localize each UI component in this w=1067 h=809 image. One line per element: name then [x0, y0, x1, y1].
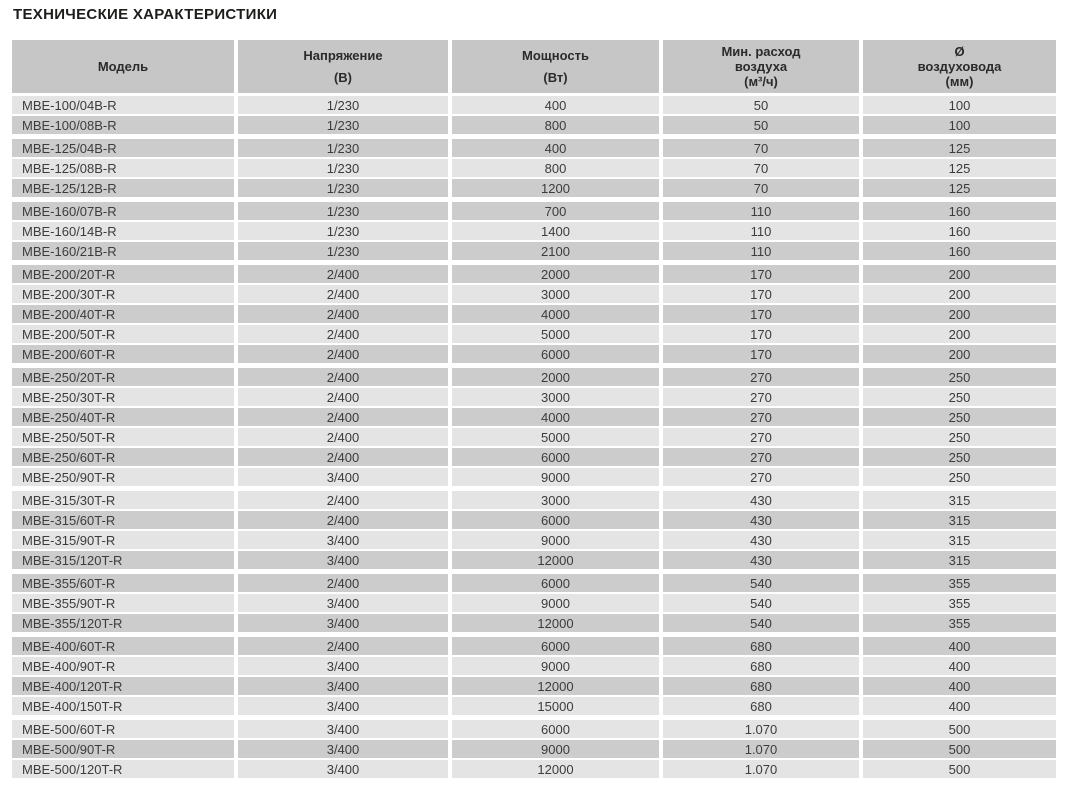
- diameter-cell: 400: [863, 677, 1056, 695]
- power-cell: 12000: [452, 614, 659, 632]
- voltage-cell: 3/400: [238, 740, 448, 758]
- airflow-cell: 680: [663, 697, 859, 715]
- diameter-cell: 355: [863, 574, 1056, 592]
- column-header-label: воздуховода: [917, 59, 1002, 74]
- power-cell: 12000: [452, 677, 659, 695]
- column-header-power: [452, 40, 659, 93]
- power-cell: 400: [452, 96, 659, 114]
- airflow-cell: 1.070: [663, 720, 859, 738]
- airflow-cell: 50: [663, 116, 859, 134]
- model-group: [12, 637, 1056, 715]
- column-header-airflow: [663, 40, 859, 93]
- power-cell: 9000: [452, 531, 659, 549]
- model-cell: MBE-500/120T-R: [12, 760, 234, 778]
- power-cell: 6000: [452, 345, 659, 363]
- table-row: [12, 720, 1056, 738]
- voltage-cell: 3/400: [238, 760, 448, 778]
- diameter-cell: 250: [863, 408, 1056, 426]
- voltage-cell: 2/400: [238, 448, 448, 466]
- diameter-cell: 200: [863, 285, 1056, 303]
- model-cell: MBE-160/07B-R: [12, 202, 234, 220]
- power-cell: 6000: [452, 720, 659, 738]
- model-group: [12, 96, 1056, 134]
- voltage-cell: 2/400: [238, 574, 448, 592]
- table-row: [12, 511, 1056, 529]
- table-row: [12, 428, 1056, 446]
- table-row: [12, 388, 1056, 406]
- power-cell: 2000: [452, 265, 659, 283]
- diameter-cell: 125: [863, 139, 1056, 157]
- diameter-cell: 200: [863, 345, 1056, 363]
- diameter-cell: 200: [863, 265, 1056, 283]
- model-group: [12, 720, 1056, 778]
- airflow-cell: 70: [663, 179, 859, 197]
- table-row: [12, 491, 1056, 509]
- diameter-cell: 125: [863, 179, 1056, 197]
- voltage-cell: 2/400: [238, 388, 448, 406]
- power-cell: 400: [452, 139, 659, 157]
- model-cell: MBE-160/21B-R: [12, 242, 234, 260]
- table-row: [12, 637, 1056, 655]
- column-header-diameter: [863, 40, 1056, 93]
- airflow-cell: 680: [663, 677, 859, 695]
- table-row: [12, 697, 1056, 715]
- column-header-unit: (Вт): [543, 70, 568, 86]
- voltage-cell: 3/400: [238, 720, 448, 738]
- table-row: [12, 657, 1056, 675]
- power-cell: 4000: [452, 408, 659, 426]
- column-header-label: Напряжение: [303, 47, 383, 63]
- power-cell: 9000: [452, 594, 659, 612]
- table-row: [12, 159, 1056, 177]
- model-cell: MBE-315/90T-R: [12, 531, 234, 549]
- voltage-cell: 1/230: [238, 116, 448, 134]
- voltage-cell: 3/400: [238, 551, 448, 569]
- airflow-cell: 680: [663, 637, 859, 655]
- table-row: [12, 139, 1056, 157]
- power-cell: 1200: [452, 179, 659, 197]
- power-cell: 2100: [452, 242, 659, 260]
- table-row: [12, 242, 1056, 260]
- model-group: [12, 574, 1056, 632]
- power-cell: 800: [452, 116, 659, 134]
- voltage-cell: 1/230: [238, 159, 448, 177]
- power-cell: 9000: [452, 468, 659, 486]
- table-row: [12, 574, 1056, 592]
- airflow-cell: 170: [663, 265, 859, 283]
- table-row: [12, 285, 1056, 303]
- column-header-unit: (м³/ч): [744, 74, 778, 89]
- voltage-cell: 1/230: [238, 139, 448, 157]
- power-cell: 6000: [452, 637, 659, 655]
- airflow-cell: 270: [663, 368, 859, 386]
- voltage-cell: 1/230: [238, 242, 448, 260]
- diameter-cell: 315: [863, 491, 1056, 509]
- model-cell: MBE-250/20T-R: [12, 368, 234, 386]
- power-cell: 2000: [452, 368, 659, 386]
- airflow-cell: 270: [663, 428, 859, 446]
- diameter-cell: 355: [863, 594, 1056, 612]
- voltage-cell: 3/400: [238, 531, 448, 549]
- table-row: [12, 760, 1056, 778]
- diameter-cell: 250: [863, 368, 1056, 386]
- diameter-cell: 160: [863, 202, 1056, 220]
- diameter-cell: 250: [863, 388, 1056, 406]
- diameter-cell: 200: [863, 325, 1056, 343]
- airflow-cell: 110: [663, 222, 859, 240]
- model-cell: MBE-200/30T-R: [12, 285, 234, 303]
- airflow-cell: 70: [663, 139, 859, 157]
- voltage-cell: 2/400: [238, 491, 448, 509]
- airflow-cell: 680: [663, 657, 859, 675]
- model-cell: MBE-400/60T-R: [12, 637, 234, 655]
- power-cell: 6000: [452, 574, 659, 592]
- airflow-cell: 270: [663, 468, 859, 486]
- diameter-cell: 355: [863, 614, 1056, 632]
- voltage-cell: 2/400: [238, 408, 448, 426]
- voltage-cell: 2/400: [238, 305, 448, 323]
- voltage-cell: 3/400: [238, 614, 448, 632]
- table-row: [12, 345, 1056, 363]
- model-cell: MBE-125/04B-R: [12, 139, 234, 157]
- voltage-cell: 2/400: [238, 637, 448, 655]
- table-row: [12, 408, 1056, 426]
- table-row: [12, 448, 1056, 466]
- voltage-cell: 3/400: [238, 697, 448, 715]
- table-row: [12, 202, 1056, 220]
- power-cell: 1400: [452, 222, 659, 240]
- diameter-cell: 125: [863, 159, 1056, 177]
- column-header-label: Мин. расход: [721, 44, 801, 59]
- column-header-label: Мощность: [522, 47, 589, 63]
- table-row: [12, 222, 1056, 240]
- column-header-label: Модель: [97, 59, 149, 74]
- power-cell: 5000: [452, 428, 659, 446]
- airflow-cell: 430: [663, 491, 859, 509]
- diameter-cell: 500: [863, 760, 1056, 778]
- voltage-cell: 1/230: [238, 96, 448, 114]
- diameter-cell: 315: [863, 511, 1056, 529]
- column-header-voltage: [238, 40, 448, 93]
- model-cell: MBE-400/150T-R: [12, 697, 234, 715]
- model-cell: MBE-400/120T-R: [12, 677, 234, 695]
- power-cell: 6000: [452, 511, 659, 529]
- diameter-cell: 200: [863, 305, 1056, 323]
- voltage-cell: 2/400: [238, 325, 448, 343]
- airflow-cell: 270: [663, 388, 859, 406]
- airflow-cell: 270: [663, 408, 859, 426]
- column-header-model: [12, 40, 234, 93]
- model-cell: MBE-100/08B-R: [12, 116, 234, 134]
- model-cell: MBE-250/90T-R: [12, 468, 234, 486]
- spec-table-body: [12, 96, 1056, 778]
- voltage-cell: 2/400: [238, 511, 448, 529]
- model-cell: MBE-160/14B-R: [12, 222, 234, 240]
- voltage-cell: 1/230: [238, 202, 448, 220]
- airflow-cell: 540: [663, 594, 859, 612]
- power-cell: 700: [452, 202, 659, 220]
- power-cell: 800: [452, 159, 659, 177]
- table-row: [12, 325, 1056, 343]
- airflow-cell: 170: [663, 325, 859, 343]
- table-row: [12, 468, 1056, 486]
- power-cell: 12000: [452, 760, 659, 778]
- airflow-cell: 430: [663, 531, 859, 549]
- voltage-cell: 2/400: [238, 428, 448, 446]
- voltage-cell: 1/230: [238, 222, 448, 240]
- model-cell: MBE-355/120T-R: [12, 614, 234, 632]
- diameter-cell: 315: [863, 531, 1056, 549]
- airflow-cell: 1.070: [663, 740, 859, 758]
- model-cell: MBE-400/90T-R: [12, 657, 234, 675]
- model-cell: MBE-315/120T-R: [12, 551, 234, 569]
- voltage-cell: 3/400: [238, 657, 448, 675]
- model-cell: MBE-100/04B-R: [12, 96, 234, 114]
- power-cell: 3000: [452, 388, 659, 406]
- model-cell: MBE-250/50T-R: [12, 428, 234, 446]
- table-row: [12, 594, 1056, 612]
- model-group: [12, 202, 1056, 260]
- airflow-cell: 430: [663, 511, 859, 529]
- model-cell: MBE-200/40T-R: [12, 305, 234, 323]
- spec-table-header: [12, 40, 1056, 93]
- table-row: [12, 368, 1056, 386]
- diameter-cell: 100: [863, 96, 1056, 114]
- table-row: [12, 551, 1056, 569]
- diameter-cell: 250: [863, 428, 1056, 446]
- model-cell: MBE-250/30T-R: [12, 388, 234, 406]
- table-row: [12, 116, 1056, 134]
- table-row: [12, 614, 1056, 632]
- airflow-cell: 70: [663, 159, 859, 177]
- airflow-cell: 170: [663, 285, 859, 303]
- spec-table: [12, 40, 1056, 778]
- power-cell: 3000: [452, 491, 659, 509]
- model-group: [12, 265, 1056, 363]
- model-group: [12, 491, 1056, 569]
- model-cell: MBE-200/20T-R: [12, 265, 234, 283]
- model-cell: MBE-200/50T-R: [12, 325, 234, 343]
- table-row: [12, 531, 1056, 549]
- diameter-cell: 400: [863, 637, 1056, 655]
- diameter-cell: 400: [863, 697, 1056, 715]
- power-cell: 3000: [452, 285, 659, 303]
- table-row: [12, 265, 1056, 283]
- diameter-cell: 160: [863, 242, 1056, 260]
- model-group: [12, 368, 1056, 486]
- airflow-cell: 1.070: [663, 760, 859, 778]
- airflow-cell: 430: [663, 551, 859, 569]
- model-cell: MBE-500/60T-R: [12, 720, 234, 738]
- airflow-cell: 50: [663, 96, 859, 114]
- voltage-cell: 3/400: [238, 677, 448, 695]
- model-cell: MBE-315/60T-R: [12, 511, 234, 529]
- model-cell: MBE-355/90T-R: [12, 594, 234, 612]
- airflow-cell: 270: [663, 448, 859, 466]
- diameter-cell: 500: [863, 720, 1056, 738]
- airflow-cell: 110: [663, 242, 859, 260]
- diameter-cell: 500: [863, 740, 1056, 758]
- voltage-cell: 2/400: [238, 345, 448, 363]
- diameter-cell: 315: [863, 551, 1056, 569]
- model-cell: MBE-125/12B-R: [12, 179, 234, 197]
- airflow-cell: 540: [663, 614, 859, 632]
- voltage-cell: 1/230: [238, 179, 448, 197]
- voltage-cell: 3/400: [238, 594, 448, 612]
- power-cell: 6000: [452, 448, 659, 466]
- table-row: [12, 677, 1056, 695]
- model-group: [12, 139, 1056, 197]
- page-title: ТЕХНИЧЕСКИЕ ХАРАКТЕРИСТИКИ: [13, 6, 278, 23]
- model-cell: MBE-250/40T-R: [12, 408, 234, 426]
- model-cell: MBE-125/08B-R: [12, 159, 234, 177]
- airflow-cell: 540: [663, 574, 859, 592]
- diameter-icon: Ø: [954, 44, 965, 59]
- column-header-label: воздуха: [734, 59, 788, 74]
- diameter-cell: 160: [863, 222, 1056, 240]
- diameter-cell: 250: [863, 448, 1056, 466]
- airflow-cell: 110: [663, 202, 859, 220]
- voltage-cell: 2/400: [238, 285, 448, 303]
- column-header-unit: (В): [333, 70, 353, 86]
- airflow-cell: 170: [663, 345, 859, 363]
- power-cell: 12000: [452, 551, 659, 569]
- diameter-cell: 250: [863, 468, 1056, 486]
- model-cell: MBE-315/30T-R: [12, 491, 234, 509]
- power-cell: 9000: [452, 740, 659, 758]
- column-header-unit: (мм): [945, 74, 974, 89]
- table-row: [12, 305, 1056, 323]
- diameter-cell: 400: [863, 657, 1056, 675]
- model-cell: MBE-355/60T-R: [12, 574, 234, 592]
- voltage-cell: 2/400: [238, 368, 448, 386]
- power-cell: 9000: [452, 657, 659, 675]
- power-cell: 5000: [452, 325, 659, 343]
- model-cell: MBE-250/60T-R: [12, 448, 234, 466]
- power-cell: 4000: [452, 305, 659, 323]
- power-cell: 15000: [452, 697, 659, 715]
- table-row: [12, 96, 1056, 114]
- table-row: [12, 179, 1056, 197]
- voltage-cell: 2/400: [238, 265, 448, 283]
- model-cell: MBE-200/60T-R: [12, 345, 234, 363]
- table-row: [12, 740, 1056, 758]
- voltage-cell: 3/400: [238, 468, 448, 486]
- diameter-cell: 100: [863, 116, 1056, 134]
- model-cell: MBE-500/90T-R: [12, 740, 234, 758]
- airflow-cell: 170: [663, 305, 859, 323]
